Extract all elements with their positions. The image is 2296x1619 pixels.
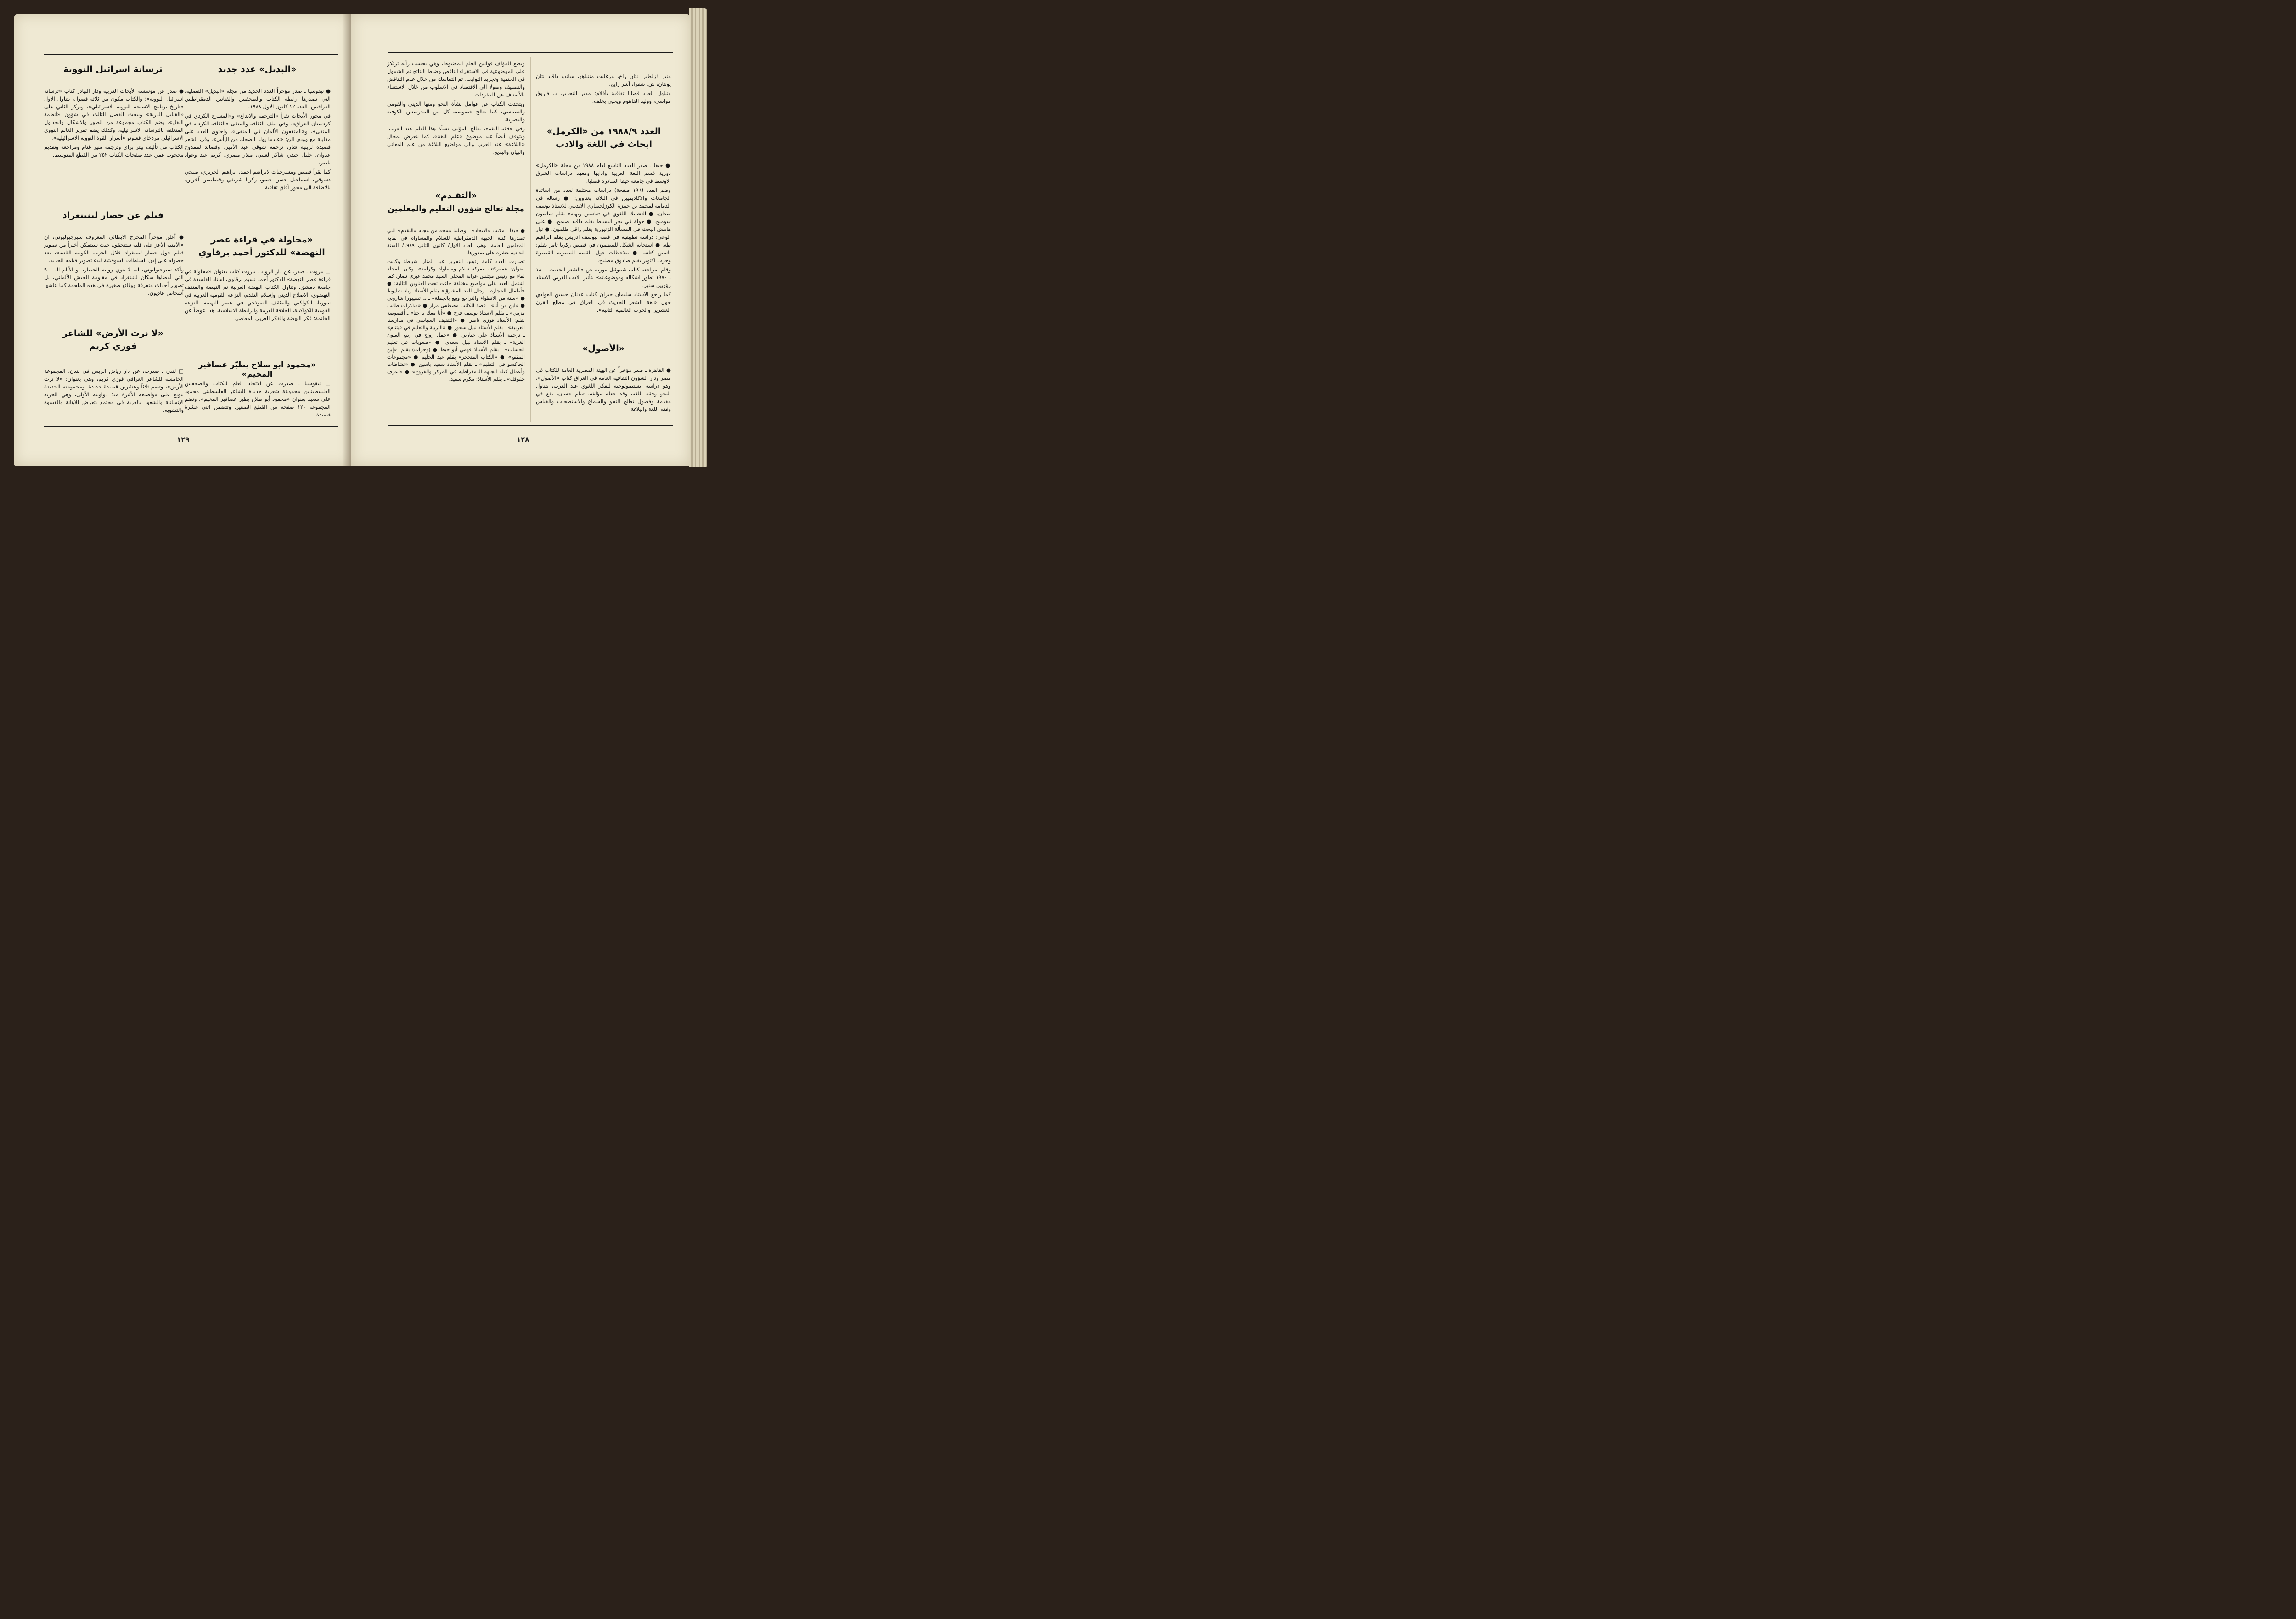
headline-abu-salah: «محمود ابو صلاح يطيّر عصافير المخيم» bbox=[198, 360, 316, 379]
headline-albadil: «البديل» عدد جديد bbox=[218, 64, 297, 74]
paragraph: كما نقرأ قصص ومسرحيات لابراهيم احمد، ابراهيم الحريري، صبحي دسوقي، اسماعيل حسن حسو، زكريا شريقي وقصاصين آخرين. بالاضافة الى محور آفاق ثقافية. bbox=[185, 169, 331, 191]
column-divider bbox=[530, 57, 531, 422]
article-usool-continued bbox=[387, 60, 525, 157]
article-leningrad bbox=[44, 233, 184, 298]
paragraph: ● القاهرة ـ صدر مؤخراً عن الهيئة المصرية العامة للكتاب في مصر ودار الشؤون الثقافية العامة في العراق كتاب «الأصول»، وهو دراسة ابستيمولوجية للفكر اللغوي عند العرب، يتناول النحو وفقه اللغة، وقد جعله مؤلفه، تمام حسان، يقع في مقدمة وفصول تعالج النحو والسماع والاستصحاب والقياس وفقه اللغة والبلاغة. bbox=[536, 367, 671, 412]
page-129 bbox=[14, 14, 351, 466]
article-albadil bbox=[185, 87, 331, 193]
subheadline-altaqaddum: مجلة تعالج شؤون التعليم والمعلمين bbox=[388, 204, 524, 214]
paragraph: وضم العدد (١٩٦ صفحة) دراسات مختلفة لعدد من اساتذة الجامعات والاكاديميين في البلاد، بعناوين: ● رسالة في الدمامة لمحمد بن حمزة الكوزلحصاري الايديني للاستاذ يوسف سدان. ● التشابك اللغوي في «ياسين وبهية» بقلم ساسون سوميخ. ● جولة في بحر البسيط بقلم داڤيد صيمح. ● على هامش البحث في المسألة الزنبورية بقلم راڤي طلمون. ● تيار الوعي: دراسة تطبيقية في قصة ليوسف ادريس بقلم ابراهيم طه. ● استجابة الشكل للمضمون في قصص زكريا تامر بقلم: ياسين كتانه. ● ملاحظات حول القصة المصرية القصيرة وحرب اكتوبر بقلم صادوق مصليح. bbox=[536, 187, 671, 264]
paragraph: كما راجع الاستاذ سليمان جبران كتاب عدنان حسين العوادي حول «لغة الشعر الحديث في العراق في مطلع القرن العشرين والحرب العالمية الثانية». bbox=[536, 291, 671, 313]
paragraph: □ بيروت ـ صدر، عن دار الرواد ـ بيروت كتاب بعنوان «محاولة في قراءة عصر النهضة» للدكتور أحمد نسيم برقاوي، استاذ الفلسفة في جامعة دمشق. وتناول الكتاب النهضة العربية ثم النهضة والمثقف النهضوي، الاصلاح الديني وإسلام التقدم، النزعة القومية العربية في سوريا، الكواكبي والمثقف النموذجي في عصر النهضة، النزعة القومية الكواكبية، الخلافة العربية والرابطة الاسلامية. هذا عوضاً عن الخاتمة: فكر النهضة والفكر العربي المعاصر. bbox=[185, 268, 331, 321]
paragraph: ● صدر عن مؤسسة الأبحاث العربية ودار البيادر كتاب «ترسانة اسرائيل النووية»؛ والكتاب مكون من ثلاثة فصول، يتناول الاول «تاريخ برنامج الاسلحة النووية الاسرائيلي»، ويركز الثاني على «القنابل الذرية» ويبحث الفصل الثالث في شؤون «أنظمة النقل». يضم الكتاب مجموعة من الصور والاشكال والجداول المتعلقة بالترسانة الاسرائيلية. وكذلك يضم تقرير العالم النووي الاسرائيلي مردخاي فعنونو «أسرار القوة النووية الاسرائيلية». bbox=[44, 88, 184, 141]
page-edges bbox=[689, 8, 707, 467]
top-rule bbox=[388, 52, 673, 53]
headline-altaqaddum: «التقـدم» bbox=[435, 191, 477, 201]
article-nahda bbox=[185, 268, 331, 324]
paragraph: ويتحدث الكتاب عن عوامل نشأة النحو ومنها الديني والقومي والسياسي، كما يعالج خصوصية كل من المدرستين الكوفية والبصرية. bbox=[387, 101, 525, 123]
paragraph: □ لندن ـ صدرت، عن دار رياض الريس في لندن، المجموعة الخامسة للشاعر العراقي فوزي كريم، وهي بعنوان: «لا نرث الأرض»، وتضم ثلاثاً وعشرين قصيدة جديدة. ومجموعته الجديدة تنويع على مواضيعه الأثيرة منذ دواوينه الأولى، وهي الحرية الإنسانية والشعور بالغربة في مجتمع يتعرض للاهانة والقسوة والتشويه. bbox=[44, 368, 184, 413]
paragraph: وقام بمراجعة كتاب شموئيل موريه عن «الشعر الحديث ١٨٠٠ ـ ١٩٧٠ تطور اشكاله وموضوعاته» بتأثير الادب الغربي الاستاذ رؤوبين سنير. bbox=[536, 266, 671, 288]
paragraph: وفي «فقه اللغة»، يعالج المؤلف نشأة هذا العلم عند العرب، ويتوقف أيضاً عند موضوع «علم اللغة»، كما يتعرض لمجال «البلاغة» عند العرب والى مواضيع البلاغة من علم المعاني والبيان والبديع. bbox=[387, 125, 525, 155]
article-israel-nuclear bbox=[44, 87, 184, 160]
headline-alusool: «الأصول» bbox=[582, 343, 625, 354]
page-128 bbox=[351, 14, 690, 466]
paragraph: منير فزلطير، نتان زاخ، مرغليت متتياهو، ساندو داقيد نتان يونتان، ش. شفرا، آشر رايخ. bbox=[536, 73, 671, 87]
bottom-rule bbox=[44, 426, 338, 427]
article-karmel-continued bbox=[536, 73, 671, 107]
article-altaqaddum bbox=[387, 227, 525, 384]
paragraph: وتناول العدد قضايا ثقافية بأقلام: مدير التحرير، د. فاروق مواسي، ووليد الفاهوم ويحيى يخلف. bbox=[536, 90, 671, 104]
top-rule bbox=[44, 54, 338, 55]
headline-israel-nuclear: ترسانة اسرائيل النووية bbox=[63, 64, 163, 74]
paragraph: تصدرت العدد كلمة رئيس التحرير عبد المنان شبيطة وكانت بعنوان: «معركتنا، معركة سلام ومساواة وكرامة». وكان للمجلة لقاء مع رئيس مجلس عرابة المحلي السيد محمد عبري نصار، كما اشتمل العدد على مواضيع مختلفة جاءت تحت العناوين التالية: ● «أطفال الحجارة.. رجال الغد المشرق» بقلم الأستاذ زياد شليوط ● «سنة من الانطواء والتراجع وبيع بالجملة» ـ د. تسيبورا شاروني ● «ابن من أنا» ـ قصة للكاتب مصطفى مرار ● «مذكرات طالب مزمن» ـ بقلم الاستاذ يوسف فرح ● «أنا معك يا حنا» ـ أقصوصة بقلم: الأستاذ فوزي ناصر ● «التثقيف السياسي في مدارسنا العربية» ـ بقلم الأستاذ نبيل سحور ● «التربية والتعليم في فيتنام» ـ ترجمة الأستاذ علي جبارين ● «حفل زواج في ربيع العيون الغزية» ـ بقلم الأستاذ نبيل سعدي ● «صعوبات في تعليم الحساب» ـ بقلم الأستاذ فهمي أبو خيط ● (وخزات) بقلم: «إبن المقفع» ● «الكتاب المتحجر» بقلم عبد الحليم ● «مجموعات الجاكسو في التعليم» ـ بقلم الأستاذ سعيد ياسين ● «نشاطات وأعمال كتلة الجبهة الدمقراطية في المركز والفروع» ● «اعرف حقوقك» ـ بقلم الأستاذ: مكرم سعيد. bbox=[387, 259, 525, 382]
headline-karmel: العدد ١٩٨٨/٩ من «الكرمل» ابحاث في اللغة والادب bbox=[546, 126, 661, 149]
headline-nahda: «محاولة في قراءة عصر النهضة» للدكتور أحمد برقاوي bbox=[198, 235, 325, 258]
paragraph: □ نيقوسيا ـ صدرت عن الاتحاد العام للكتاب والصحفيين الفلسطينيين مجموعة شعرية جديدة للشاعر الفلسطيني محمود علي سعيد بعنوان «محمود أبو صلاح يطير عصافير المخيم». وتضم المجموعة ١٢٠ صفحة من القطع الصغير. وتتضمن اثني عشرة قصيدة. bbox=[185, 380, 331, 418]
bottom-rule bbox=[388, 425, 673, 426]
article-alusool bbox=[536, 366, 671, 415]
paragraph: في محور الأبحاث نقرأ «الترجمة والابداع» و«المسرح الكردي في كردستان العراق». وفي ملف الثقافة والمنفى «الثقافة الكردية في المنفى»، و«المثقفون الألمان في المنفى». واحتوى العدد على مقابلة مع وودي الن: «عندما يولد الضحك من اليأس». وفي الشعر قصيدة لرينيه شار، ترجمة شوقي عبد الأمير، وقصائد لممدوح عدوان، جليل حيدر، شاكر لعيبي، منذر مصري، كريم عبد وعواد ناصر. bbox=[185, 112, 331, 166]
paragraph: ● حيفا ـ صدر العدد التاسع لعام ١٩٨٨ من مجلة «الكرمل» دورية قسم اللغة العربية وادابها ومعهد دراسات الشرق الاوسط في جامعة حيفا الصادرة فصليا. bbox=[536, 162, 671, 184]
article-karmel bbox=[536, 162, 671, 315]
article-abu-salah bbox=[185, 380, 331, 420]
page-number: ١٢٩ bbox=[177, 435, 190, 444]
paragraph: ● نيقوسيا ـ صدر مؤخراً العدد الجديد من مجلة «البديل» الفصلية، التي تصدرها رابطة الكتاب والصحفيين والفنانين الدمقراطيين العراقيين، العدد ١٢ كانون الاول ١٩٨٨. bbox=[185, 88, 331, 110]
paragraph: ● حيفا ـ مكتب «الاتحاد» ـ وصلتنا نسخة من مجلة «التقدم» التي تصدرها كتلة الجبهة الدمقراطية للسلام والمساواة في نقابة المعلمين العامة. وهي العدد الأول/ كانون الثاني ١٩٨٩/ السنة الحادية عشرة على صدورها. bbox=[387, 228, 525, 256]
headline-fawzi-karim: «لا نرث الأرض» للشاعر فوزي كريم bbox=[62, 328, 163, 351]
page-number: ١٢٨ bbox=[517, 435, 529, 444]
paragraph: الكتاب من تأليف بيتر براي وترجمة منير غنام ومراجعة وتقديم محجوب عمر. عدد صفحات الكتاب ٢٥٢ من القطع المتوسط. bbox=[44, 144, 184, 158]
paragraph: وأكد سيرجيوليوني، انه لا ينوي رواية الحصار، او الأيام الـ ٩٠٠ التي أمضاها سكان لينينغراد في مقاومة الجيش الألماني، بل تصوير أحداث متفرقة ووقائع صغيرة في هذه الملحمة كما عاشها أشخاص عاديون. bbox=[44, 266, 184, 296]
paragraph: ● أعلن مؤخراً المخرج الايطالي المعروف سيرجيوليوني، ان «الأمنية الأعز على قلبه ستتحقق، حيث سيتمكن أخيراً من تصوير فيلم حول حصار لينينغراد خلال الحرب الكونية الثانية»، بعد حصوله على إذن السلطات السوفيتية لبدء تصوير فيلمه الجديد. bbox=[44, 234, 184, 264]
headline-leningrad: فيلم عن حصار لينينغراد bbox=[62, 210, 164, 220]
paragraph: ويضع المؤلف قوانين العلم المضبوط، وهي بحسب رأيه ترتكز على الموضوعية في الاستقراء الناقص وضبط النتائج ثم الشمول في الحتمية وتجريد الثوابت. ثم التماسك من خلال عدم التناقض والتصنيف وصولا الى الاقتصاد في الاسلوب من خلال الاستغناء بالأصناف عن المفردات. bbox=[387, 60, 525, 98]
article-fawzi-karim bbox=[44, 367, 184, 416]
